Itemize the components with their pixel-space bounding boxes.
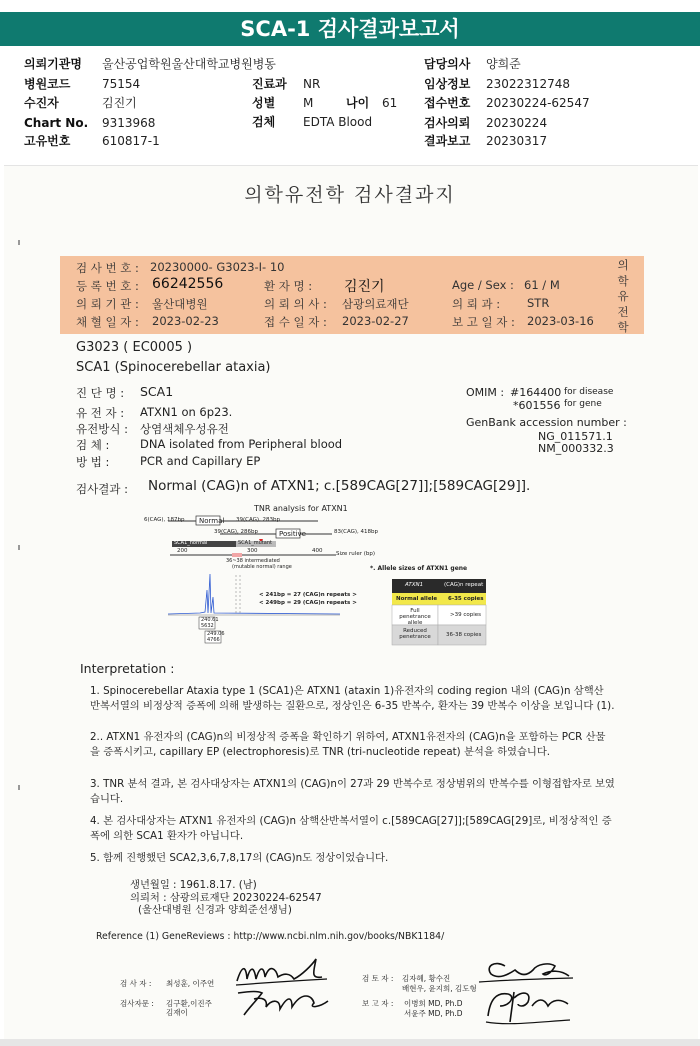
reference-line: Reference (1) GeneReviews : http://www.ncbi.nlm.nih.gov/books/NBK1184/ bbox=[96, 931, 445, 942]
advisor-names: 김재이 bbox=[166, 1008, 188, 1017]
chart-value: 9313968 bbox=[102, 116, 156, 130]
peak-label: < 241bp = 27 (CAG)n repeats > bbox=[259, 592, 357, 598]
inherit-label: 유전방식 : bbox=[76, 422, 128, 436]
reg-no-label: 등 록 번 호 : bbox=[76, 279, 139, 293]
age-label: 나이 bbox=[346, 96, 370, 110]
spec-value: DNA isolated from Peripheral blood bbox=[140, 437, 343, 451]
allele-table-title: *. Allele sizes of ATXN1 gene bbox=[370, 565, 468, 572]
institution-value: 울산공업학원울산대학교병원병동 bbox=[102, 57, 276, 71]
dept-value: NR bbox=[303, 77, 321, 91]
specimen-label: 검체 bbox=[252, 115, 276, 129]
draw-date-label: 채 혈 일 자 : bbox=[76, 315, 139, 329]
agesex-label: Age / Sex : bbox=[452, 278, 514, 292]
figure-title: TNR analysis for ATXN1 bbox=[254, 504, 348, 513]
disease-name: SCA1 (Spinocerebellar ataxia) bbox=[76, 360, 271, 375]
amplicon-label: 39(CAG), 286bp bbox=[214, 529, 259, 535]
doctor-value: 양희준 bbox=[486, 57, 521, 71]
scan-title: 의학유전학 검사결과지 bbox=[244, 184, 456, 206]
genbank-label: GenBank accession number : bbox=[466, 416, 627, 429]
mutant-bar-label: SCA1_mutant bbox=[238, 540, 272, 546]
unique-label: 고유번호 bbox=[24, 134, 71, 148]
doctor-label: 담당의사 bbox=[424, 57, 471, 71]
band-inst-label: 의 뢰 기 관 : bbox=[76, 297, 139, 311]
interp-paragraph: 2.. ATXN1 유전자의 (CAG)n의 비정상적 증폭을 확인하기 위하여, ATXN1유전자의 (CAG)n을 포함하는 PCR 산물을 증폭시키고, capillary EP (electrophoresis)로 TNR (tri-nucleotide repeat) 분석을 하였습니다. bbox=[90, 731, 606, 758]
signature bbox=[232, 985, 332, 1019]
allele-value: >39 copies bbox=[450, 612, 482, 618]
peak-height-box: 5632 bbox=[201, 623, 214, 629]
range-label: (mutable normal) range bbox=[232, 564, 292, 570]
vertical-char: 의 bbox=[617, 258, 629, 272]
gene-value: ATXN1 on 6p23. bbox=[140, 405, 233, 419]
interp-paragraph: 3. TNR 분석 결과, 본 검사대상자는 ATXN1의 (CAG)n이 27과 29 반복수로 정상범위의 반복수를 이형접합자로 보였습니다. bbox=[90, 778, 615, 805]
band-req-label: 의 뢰 의 사 : bbox=[264, 297, 327, 311]
page-footer-band bbox=[0, 1039, 700, 1046]
test-no-label: 검 사 번 호 : bbox=[76, 261, 139, 275]
patient-label: 수진자 bbox=[24, 96, 59, 110]
result-value: 20230317 bbox=[486, 134, 548, 148]
peak-label: < 249bp = 29 (CAG)n repeats > bbox=[259, 600, 357, 606]
omim-disease: #164400 bbox=[510, 386, 562, 399]
amplicon-label: 6(CAG), 187bp bbox=[144, 517, 185, 523]
method-label: 방 법 : bbox=[76, 455, 110, 469]
clinical-value: 23022312748 bbox=[486, 77, 570, 91]
tester-label: 검 사 자 : bbox=[120, 979, 152, 988]
dx-value: SCA1 bbox=[140, 384, 174, 399]
dob-line: 생년월일 : 1961.8.17. (남) bbox=[130, 879, 257, 891]
amplicon-label: 83(CAG), 418bp bbox=[334, 529, 379, 535]
age-value: 61 bbox=[382, 96, 398, 110]
report-title: SCA-1 검사결과보고서 bbox=[0, 12, 700, 46]
range-label: 36~38 intermediated bbox=[226, 558, 280, 564]
test-no-value: 20230000- G3023-I- 10 bbox=[150, 260, 285, 274]
allele-value: 6-35 copies bbox=[448, 596, 484, 602]
ruler-tick: 300 bbox=[247, 548, 258, 554]
ruler-tick: 400 bbox=[312, 548, 323, 554]
interp-paragraph: 5. 함께 진행했던 SCA2,3,6,7,8,17의 (CAG)n도 정상이었습니다. bbox=[90, 852, 389, 864]
test-code: G3023 ( EC0005 ) bbox=[76, 340, 193, 355]
sex-label: 성별 bbox=[252, 96, 276, 110]
advisor-names: 김구환,이진주 bbox=[166, 999, 212, 1008]
band-inst-value: 울산대병원 bbox=[152, 297, 208, 311]
interp-paragraph: 4. 본 검사대상자는 ATXN1 유전자의 (CAG)n 삼핵산반복서열이 c.[589CAG[27]];[589CAG[29]로, 비정상적인 증폭에 의한 SCA1 환자가 아닙니다. bbox=[90, 815, 612, 842]
signature bbox=[478, 986, 578, 1028]
peak-size-box: 240.61 bbox=[201, 617, 219, 623]
report-date-value: 2023-03-16 bbox=[527, 314, 594, 328]
dx-label: 진 단 명 : bbox=[76, 386, 125, 400]
ruler-label: Size ruler (bp) bbox=[336, 551, 375, 557]
recv-date-value: 2023-02-27 bbox=[342, 314, 409, 328]
reviewer-names: 김자혜, 황수진 bbox=[402, 974, 451, 983]
spec-label: 검 체 : bbox=[76, 438, 110, 452]
vertical-char: 학 bbox=[617, 320, 629, 334]
reporter-names: 서윤주 MD, Ph.D bbox=[404, 1009, 463, 1018]
allele-value: 36-38 copies bbox=[446, 632, 482, 638]
receipt-label: 접수번호 bbox=[424, 96, 471, 110]
reporter-names: 이병희 MD, Ph.D bbox=[404, 999, 463, 1008]
genbank-ng: NG_011571.1 bbox=[538, 430, 613, 443]
band-lab-value: STR bbox=[527, 296, 550, 310]
genbank-nm: NM_000332.3 bbox=[538, 442, 614, 455]
vertical-char: 유 bbox=[617, 289, 629, 303]
omim-gene-note: for gene bbox=[564, 399, 602, 409]
peak-size-box: 249.06 bbox=[207, 631, 225, 637]
test-result-value: Normal (CAG)n of ATXN1; c.[589CAG[27]];[589CAG[29]]. bbox=[148, 478, 531, 494]
normal-bar-label: SCA1_normal bbox=[174, 540, 208, 546]
omim-disease-note: for disease bbox=[564, 387, 614, 397]
reviewer-names: 배현우, 윤지희, 김도형 bbox=[402, 984, 477, 993]
band-lab-label: 의 뢰 과 : bbox=[452, 297, 501, 311]
draw-date-value: 2023-02-23 bbox=[152, 314, 219, 328]
test-result-label: 검사결과 : bbox=[76, 482, 128, 496]
hospital-code-value: 75154 bbox=[102, 77, 141, 91]
normal-box-label: Normal bbox=[199, 517, 225, 525]
interp-paragraph: 1. Spinocerebellar Ataxia type 1 (SCA1)은 ATXN1 (ataxin 1)유전자의 coding region 내의 (CAG)n 삼핵산 반복서열의 비정상적 증폭에 의해 발생하는 질환으로, 정상인은 6-35 반복수, 환자는 39 반복수 이상을 보입니다 (1). bbox=[90, 685, 615, 712]
sex-value: M bbox=[303, 96, 314, 110]
gene-label: 유 전 자 : bbox=[76, 406, 125, 420]
omim-gene: *601556 bbox=[513, 399, 561, 412]
amplicon-label: 39(CAG), 283bp bbox=[236, 517, 281, 523]
referrer-line: (울산대병원 신경과 양희준선생님) bbox=[138, 904, 292, 916]
vertical-char: 학 bbox=[617, 273, 629, 288]
request-value: 20230224 bbox=[486, 116, 548, 130]
referrer-line: 의뢰처 : 삼광의료재단 20230224-62547 bbox=[130, 892, 322, 904]
signature bbox=[232, 955, 332, 989]
institution-label: 의뢰기관명 bbox=[24, 57, 82, 71]
chart-label: Chart No. bbox=[24, 116, 89, 130]
reviewer-label: 검 토 자 : bbox=[362, 974, 394, 983]
vertical-char: 전 bbox=[617, 304, 629, 319]
positive-box-label: Positive bbox=[279, 530, 306, 538]
signature bbox=[475, 956, 575, 986]
receipt-value: 20230224-62547 bbox=[486, 96, 590, 110]
patient-value: 김진기 bbox=[102, 96, 137, 110]
unique-value: 610817-1 bbox=[102, 134, 160, 148]
method-value: PCR and Capillary EP bbox=[140, 454, 261, 468]
tester-names: 최성훈, 이주연 bbox=[166, 979, 215, 988]
omim-label: OMIM : bbox=[466, 386, 505, 399]
agesex-value: 61 / M bbox=[524, 278, 560, 292]
dept-label: 진료과 bbox=[252, 77, 287, 91]
interpretation-title: Interpretation : bbox=[80, 661, 175, 676]
inherit-value: 상염색체우성유전 bbox=[140, 422, 229, 436]
allele-header: ATXN1 bbox=[405, 582, 424, 588]
advisor-label: 검사자문 : bbox=[120, 999, 154, 1008]
allele-name: Reduced penetrance bbox=[399, 628, 431, 640]
band-req-value: 삼광의료재단 bbox=[342, 297, 409, 311]
report-date-label: 보 고 일 자 : bbox=[452, 315, 515, 329]
request-label: 검사의뢰 bbox=[424, 116, 471, 130]
recv-date-label: 접 수 일 자 : bbox=[264, 315, 327, 329]
allele-name: Normal allele bbox=[396, 596, 438, 602]
ruler-tick: 200 bbox=[177, 548, 188, 554]
hospital-code-label: 병원코드 bbox=[24, 77, 71, 91]
reporter-label: 보 고 자 : bbox=[362, 999, 394, 1008]
peak-height-box: 4766 bbox=[207, 637, 220, 643]
result-label: 결과보고 bbox=[424, 134, 471, 148]
band-patient-value: 김진기 bbox=[344, 279, 385, 295]
specimen-value: EDTA Blood bbox=[303, 115, 373, 129]
allele-name: Full penetrance allele bbox=[399, 608, 431, 626]
allele-header: (CAG)n repeat bbox=[444, 582, 484, 588]
band-patient-label: 환 자 명 : bbox=[264, 279, 313, 293]
reg-no-value: 66242556 bbox=[152, 276, 224, 292]
clinical-label: 임상정보 bbox=[424, 77, 471, 91]
